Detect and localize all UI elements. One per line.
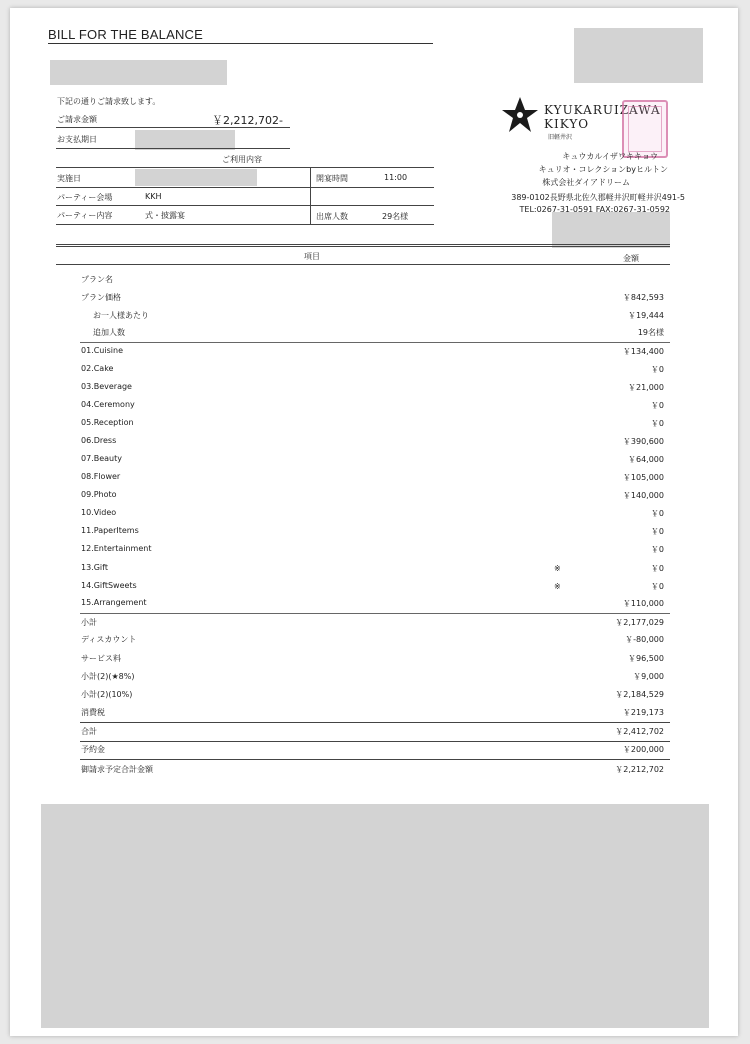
item-label: 小計(2)(★8%) (81, 672, 135, 681)
item-amount: ￥110,000 (622, 599, 664, 608)
intro-text: 下記の通りご請求致します。 (57, 97, 161, 106)
item-amount: ￥9,000 (633, 672, 664, 681)
logo-subtext: 旧軽井沢 (548, 134, 573, 141)
item-amount: ￥200,000 (622, 745, 664, 754)
company-seal-stamp (622, 100, 668, 158)
item-amount: 19名様 (637, 328, 664, 337)
item-amount: ￥140,000 (622, 491, 664, 500)
item-label: 合計 (81, 727, 97, 736)
item-label: ディスカウント (81, 635, 137, 644)
column-divider (310, 168, 311, 224)
table-row (81, 617, 664, 631)
item-amount: ￥0 (650, 545, 664, 554)
item-amount: ￥134,400 (622, 347, 664, 356)
item-amount: ￥-80,000 (625, 635, 664, 644)
note-mark: ※ (554, 582, 561, 591)
redacted-block-date (135, 169, 257, 186)
redacted-block-top-right (574, 28, 703, 83)
content-value: 式・披露宴 (145, 211, 185, 220)
item-amount: ￥2,412,702 (615, 727, 664, 736)
divider (56, 127, 290, 128)
item-amount: ￥0 (650, 401, 664, 410)
table-row (81, 598, 664, 612)
table-row (81, 764, 664, 778)
item-label: 10.Video (81, 508, 117, 517)
company-phone-fax: TEL:0267-31-0591 FAX:0267-31-0592 (519, 205, 670, 214)
item-label: 04.Ceremony (81, 400, 135, 409)
item-label: プラン名 (81, 275, 113, 284)
table-row (81, 454, 664, 468)
logo-wordmark-line2: KIKYO (544, 117, 590, 131)
table-row (81, 581, 664, 595)
item-amount: ￥2,184,529 (615, 690, 664, 699)
divider (56, 187, 434, 188)
item-amount: ￥219,173 (622, 708, 664, 717)
table-row (81, 744, 664, 758)
item-label: 小計(2)(10%) (81, 690, 133, 699)
item-label: 消費税 (81, 708, 105, 717)
company-name-kana: キュウカルイザワキキョウ (562, 152, 658, 161)
item-label: 小計 (81, 618, 97, 627)
guests-label: 出席人数 (316, 212, 348, 221)
redacted-block-due-date (135, 130, 235, 150)
item-amount: ￥64,000 (628, 455, 664, 464)
table-row (81, 292, 664, 306)
item-amount: ￥0 (650, 419, 664, 428)
table-row (81, 653, 664, 667)
table-row (81, 274, 664, 288)
divider (56, 167, 434, 168)
item-amount: ￥2,212,702 (615, 765, 664, 774)
item-amount: ￥0 (650, 509, 664, 518)
item-label: 07.Beauty (81, 454, 122, 463)
start-time-value: 11:00 (384, 173, 408, 182)
item-label: 05.Reception (81, 418, 134, 427)
table-row (81, 346, 664, 360)
logo-wordmark-line1: KYUKARUIZAWA (544, 103, 661, 117)
item-amount: ￥0 (650, 582, 664, 591)
item-label: プラン価格 (81, 293, 121, 302)
item-label: 13.Gift (81, 563, 108, 572)
row-divider (80, 741, 670, 742)
table-row (81, 526, 664, 540)
document-title: BILL FOR THE BALANCE (48, 27, 433, 44)
item-label: 03.Beverage (81, 382, 132, 391)
row-divider (80, 759, 670, 760)
venue-label: パーティー会場 (57, 193, 113, 202)
start-time-label: 開宴時間 (316, 174, 348, 183)
table-row (81, 310, 664, 324)
item-amount: ￥21,000 (628, 383, 664, 392)
item-amount: ￥390,600 (622, 437, 664, 446)
table-row (81, 364, 664, 378)
company-legal-name: 株式会社ダイアドリーム (542, 178, 630, 187)
table-row (81, 472, 664, 486)
company-brand: キュリオ・コレクションbyヒルトン (538, 165, 668, 174)
table-header-divider (56, 264, 670, 265)
redacted-block-company (552, 212, 670, 248)
item-label: 14.GiftSweets (81, 581, 137, 590)
table-row (81, 707, 664, 721)
table-row (81, 490, 664, 504)
item-label: 15.Arrangement (81, 598, 147, 607)
kikyo-flower-logo-icon (500, 95, 540, 135)
redacted-block-bottom (41, 804, 709, 1028)
item-amount: ￥105,000 (622, 473, 664, 482)
company-address: 389-0102長野県北佐久郡軽井沢町軽井沢491-5 (511, 193, 685, 202)
column-header-amount: 金額 (623, 254, 639, 263)
divider (56, 148, 290, 149)
table-row (81, 436, 664, 450)
table-row (81, 726, 664, 740)
content-label: パーティー内容 (57, 211, 113, 220)
item-label: 予約金 (81, 745, 105, 754)
divider (56, 224, 434, 225)
table-row (81, 544, 664, 558)
row-divider (80, 342, 670, 343)
table-row (81, 563, 664, 577)
item-amount: ￥19,444 (628, 311, 664, 320)
usage-header: ご利用内容 (222, 155, 262, 164)
billing-amount-value: ￥2,212,702- (212, 114, 283, 127)
item-label: 御請求予定合計金額 (81, 765, 153, 774)
billing-amount-label: ご請求金額 (57, 115, 97, 124)
payment-due-label: お支払期日 (57, 135, 97, 144)
item-label: 02.Cake (81, 364, 114, 373)
item-label: サービス料 (81, 654, 121, 663)
table-top-border (56, 244, 670, 247)
item-amount: ￥842,593 (622, 293, 664, 302)
guests-value: 29名様 (382, 212, 409, 221)
item-label: 09.Photo (81, 490, 117, 499)
item-label: 08.Flower (81, 472, 121, 481)
item-label: お一人様あたり (93, 311, 149, 320)
item-amount: ￥0 (650, 365, 664, 374)
table-row (81, 327, 664, 341)
item-label: 11.PaperItems (81, 526, 139, 535)
divider (56, 205, 434, 206)
date-label: 実施日 (57, 174, 81, 183)
note-mark: ※ (554, 564, 561, 573)
column-header-item: 項目 (304, 252, 320, 261)
item-label: 追加人数 (93, 328, 125, 337)
row-divider (80, 613, 670, 614)
table-row (81, 400, 664, 414)
item-amount: ￥96,500 (628, 654, 664, 663)
item-amount: ￥0 (650, 527, 664, 536)
table-row (81, 634, 664, 648)
table-row (81, 382, 664, 396)
item-amount: ￥0 (650, 564, 664, 573)
table-row (81, 671, 664, 685)
item-label: 01.Cuisine (81, 346, 123, 355)
row-divider (80, 722, 670, 723)
table-row (81, 418, 664, 432)
redacted-block-name (50, 60, 227, 85)
item-amount: ￥2,177,029 (615, 618, 664, 627)
item-label: 12.Entertainment (81, 544, 152, 553)
table-row (81, 508, 664, 522)
venue-value: KKH (145, 192, 162, 201)
table-row (81, 689, 664, 703)
item-label: 06.Dress (81, 436, 117, 445)
